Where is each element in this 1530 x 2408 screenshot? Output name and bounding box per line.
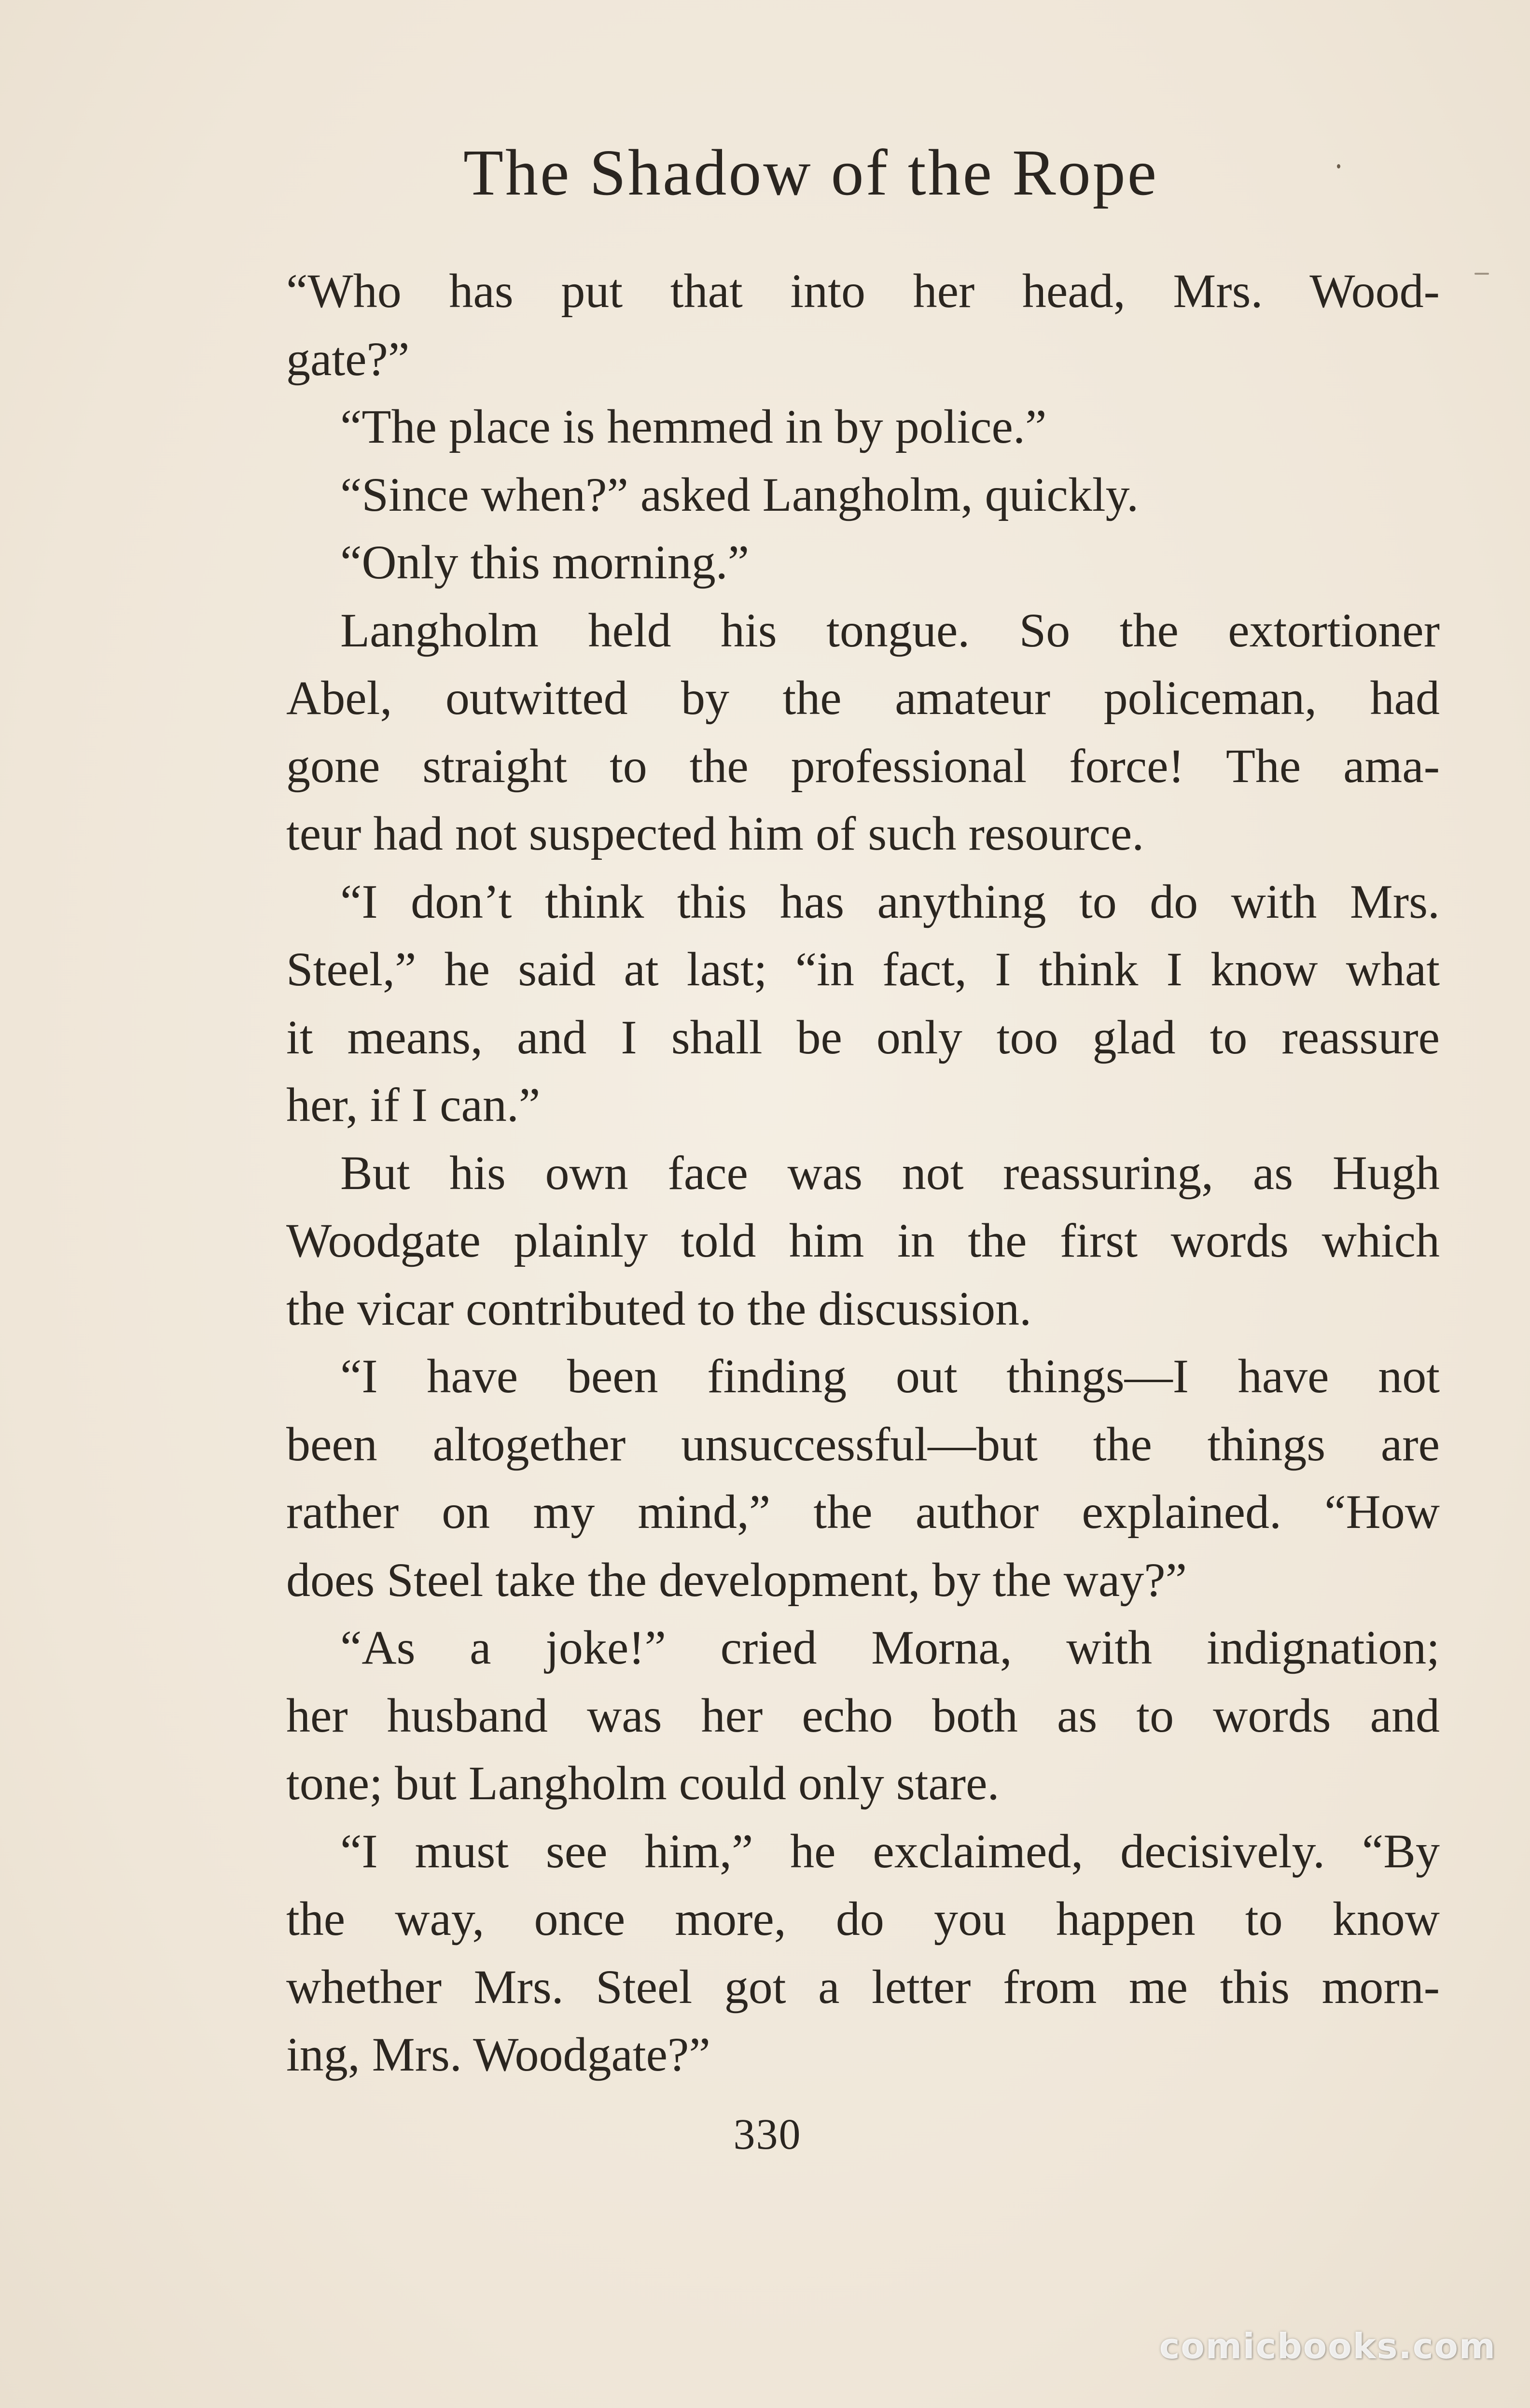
text-line: “As a joke!” cried Morna, with indignation; (340, 1621, 1440, 1674)
text-line: “The place is hemmed in by police.” (340, 400, 1047, 453)
text-line: been altogether unsuccessful—but the things are (286, 1417, 1440, 1471)
text-line: tone; but Langholm could only stare. (286, 1756, 1000, 1810)
text-line: the way, once more, do you happen to know (286, 1892, 1440, 1946)
text-line: rather on my mind,” the author explained. “How (286, 1485, 1440, 1539)
text-line: “I have been finding out things—I have not (340, 1349, 1440, 1403)
text-line: her, if I can.” (286, 1078, 541, 1132)
page-number: 330 (733, 2111, 802, 2158)
text-line: Woodgate plainly told him in the first words which (286, 1214, 1440, 1267)
body-text (286, 257, 1440, 2089)
text-line: “Only this morning.” (340, 535, 750, 589)
text-line: the vicar contributed to the discussion. (286, 1281, 1032, 1335)
text-line: “I don’t think this has anything to do with Mrs. (340, 874, 1440, 928)
text-line: it means, and I shall be only too glad to reassure (286, 1010, 1440, 1064)
text-line: “Who has put that into her head, Mrs. Wood- (286, 264, 1440, 318)
text-line: “Since when?” asked Langholm, quickly. (340, 467, 1139, 521)
text-line: gone straight to the professional force! The ama- (286, 739, 1440, 793)
text-line: Steel,” he said at last; “in fact, I think I know what (286, 942, 1440, 996)
paper-speck (1474, 273, 1489, 275)
text-line: teur had not suspected him of such resource. (286, 807, 1144, 860)
text-line: Abel, outwitted by the amateur policeman, had (286, 671, 1440, 725)
watermark-logo: comicbooks.com (1159, 2326, 1496, 2366)
text-line: her husband was her echo both as to words and (286, 1688, 1440, 1742)
text-line: whether Mrs. Steel got a letter from me this morn- (286, 1960, 1440, 2014)
text-line: ing, Mrs. Woodgate?” (286, 2028, 710, 2081)
text-line: does Steel take the development, by the way?” (286, 1553, 1187, 1607)
paper-speck (1337, 164, 1340, 168)
running-title: The Shadow of the Rope (463, 137, 1159, 209)
text-line: gate?” (286, 332, 410, 386)
text-line: But his own face was not reassuring, as Hugh (340, 1146, 1440, 1200)
text-line: Langholm held his tongue. So the extortioner (340, 603, 1440, 657)
text-line: “I must see him,” he exclaimed, decisively. “By (340, 1824, 1440, 1878)
